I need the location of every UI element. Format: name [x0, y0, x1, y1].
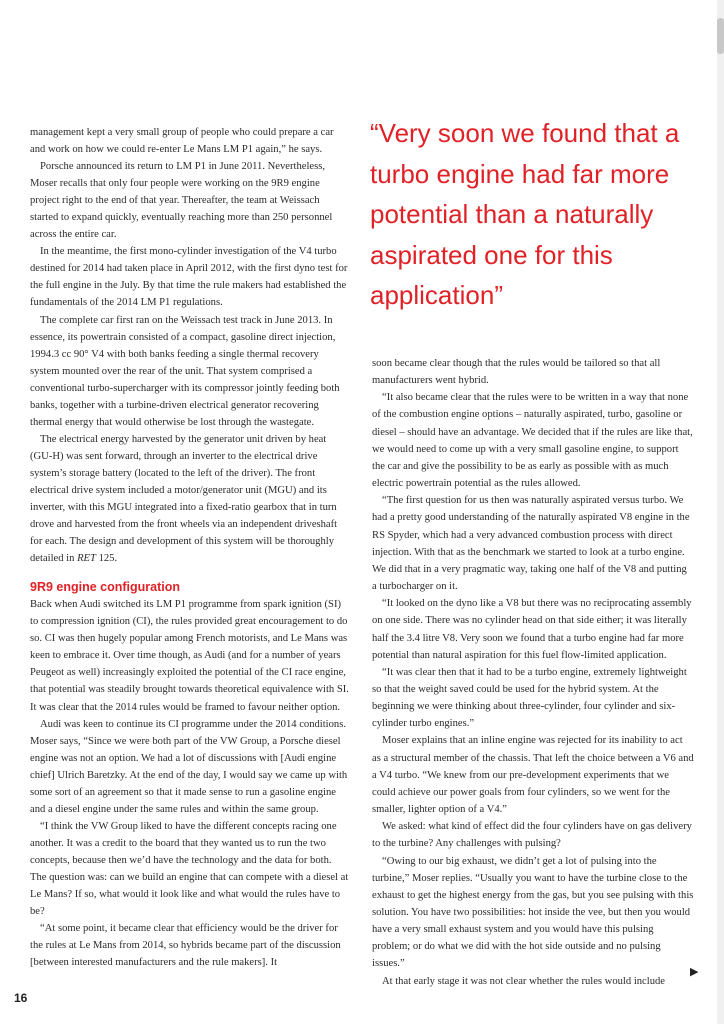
body-paragraph: Porsche announced its return to LM P1 in June 2011. Nevertheless, Moser recalls that only four people were working on the 9R9 engine project right to the end of that year. Thereafter, the team at Weissach started to expand quickly, eventually reaching more than 250 personnel across the entire car.: [30, 161, 333, 241]
body-paragraph: “At some point, it became clear that efficiency would be the driver for the rules at Le Mans from 2014, so hybrids became part of the discussion [between interested manufacturers and the rule makers]. It: [30, 923, 341, 969]
scrollbar[interactable]: [717, 0, 724, 1024]
body-paragraph: “It was clear then that it had to be a turbo engine, extremely lightweight so that the weight saved could be used for the hybrid system. At the beginning we were thinking about three-cylinder, four cylinder and six-cylinder turbo engines.”: [372, 666, 687, 730]
body-paragraph: We asked: what kind of effect did the four cylinders have on gas delivery to the turbine? Any challenges with pulsing?: [372, 821, 692, 850]
body-paragraph: “The first question for us then was naturally aspirated versus turbo. We had a pretty good understanding of the naturally aspirated V8 engine in the RS Spyder, which had a very advanced combustion process with direct injection. With that as the benchmark we started to look at a turbo engine. We did that in a very pragmatic way, taking one half of the V8 and putting a turbocharger on it.: [372, 495, 690, 593]
body-paragraph: Moser explains that an inline engine was rejected for its inability to act as a structural member of the chassis. That left the choice between a V6 and a V4 turbo. “We knew from our pre-development experiments that we could achieve our power goals from four cylinders, so we went for the smaller, lighter option of a V4.”: [372, 735, 694, 816]
body-paragraph: The complete car first ran on the Weissach test track in June 2013. In essence, its powertrain consisted of a compact, gasoline direct injection, 1994.3 cc 90° V4 with both banks feeding a single thermal recovery system mounted over the rear of the unit. That system comprised a conventional turbo-supercharger with its compressor jointly feeding both banks, together with a turbine-driven electrical generator recovering thermal energy that would otherwise be lost through the wastegate.: [30, 314, 340, 428]
scrollbar-thumb[interactable]: [717, 18, 724, 54]
pull-quote: “Very soon we found that a turbo engine had far more potential than a naturally aspirated one for this application”: [370, 118, 680, 310]
publication-reference: RET: [77, 553, 96, 565]
body-paragraph: “It looked on the dyno like a V8 but there was no reciprocating assembly on one side. There was no cylinder head on that side either; it was literally half the 3.4 litre V8. Very soon we found that a turbo engine had far more potential than natural aspiration for this fuel flow-limited application.: [372, 598, 692, 661]
right-column: [372, 355, 694, 990]
body-paragraph: “It also became clear that the rules were to be written in a way that none of the combustion engine options – naturally aspirated, turbo, gasoline or diesel – should have an advantage. We decided that if the rules are like that, we would need to come up with a very small gasoline engine, to support the car and give the possibility to be as early as possible with as much electric powertrain potential as the rules allowed.: [372, 392, 693, 490]
left-column: [30, 124, 350, 971]
body-paragraph: Audi was keen to continue its CI programme under the 2014 conditions. Moser says, “Since we were both part of the VW Group, a Porsche diesel engine was not an option. We had a lot of discussions with [Audi engine chief] Ulrich Baretzky. At the end of the day, I would say we came up with some sort of an agreement so that it made sense to run a gasoline engine and a diesel engine under the same rules and within the same group.: [30, 718, 348, 815]
body-paragraph: Back when Audi switched its LM P1 programme from spark ignition (SI) to compression ignition (CI), the rules provided great encouragement to do so. CI was then hugely popular among French motorists, and Le Mans was keen to embrace it. Over time though, as Audi (and for a number of years Peugeot as well) increasingly exploited the potential of the CI race engine, that potential was steadily brought towards theoretical equivalence with SI. It was clear that the 2014 rules would be framed to favour neither option.: [30, 599, 349, 713]
body-paragraph: In the meantime, the first mono-cylinder investigation of the V4 turbo destined for 2014 had taken place in April 2012, with the first dyno test for the full engine in the July. By that time the rule makers had established the fundamentals of the 2014 LM P1 regulations.: [30, 246, 348, 309]
continue-arrow-icon: ▶: [690, 965, 699, 978]
body-text: 125.: [95, 553, 118, 565]
body-paragraph: soon became clear though that the rules would be tailored so that all manufacturers went hybrid.: [372, 358, 661, 387]
section-heading: 9R9 engine configuration: [30, 580, 181, 595]
body-paragraph-mgu: [30, 431, 350, 567]
body-paragraph: “Owing to our big exhaust, we didn’t get a lot of pulsing into the turbine,” Moser replies. “Usually you want to have the turbine close to the exhaust to get the highest energy from the gas, but you see pulsing with this solution. You have two possibilities: hot inside the vee, but then you would have a very small exhaust system and you would have this pulsing problem; or do what we did with the hot side outside and no pulsing issues.”: [372, 855, 694, 970]
page-number: 16: [14, 991, 28, 1005]
body-paragraph: At that early stage it was not clear whether the rules would include: [382, 975, 665, 987]
body-text: The electrical energy harvested by the generator unit driven by heat (GU-H) was sent forward, through an inverter to the electrical drive system’s storage battery (located to the left of the driver). The front electrical drive system included a motor/generator unit (MGU) and its inverter, with this MGU integrated into a fixed-ratio gearbox that in turn drove and harvested from the front wheels via an independent driveshaft for each. The design and development of this system will be thoroughly detailed in: [30, 433, 338, 565]
body-paragraph: management kept a very small group of people who could prepare a car and work on how we could re-enter Le Mans LM P1 again,” he says.: [30, 127, 334, 156]
body-paragraph: “I think the VW Group liked to have the different concepts racing one another. It was a credit to the board that they wanted us to run the two concepts, because then we’d have the technology and the data for both. The question was: can we build an engine that can compete with a diesel at Le Mans? If so, what would it look like and what would the rules have to be?: [30, 820, 349, 918]
